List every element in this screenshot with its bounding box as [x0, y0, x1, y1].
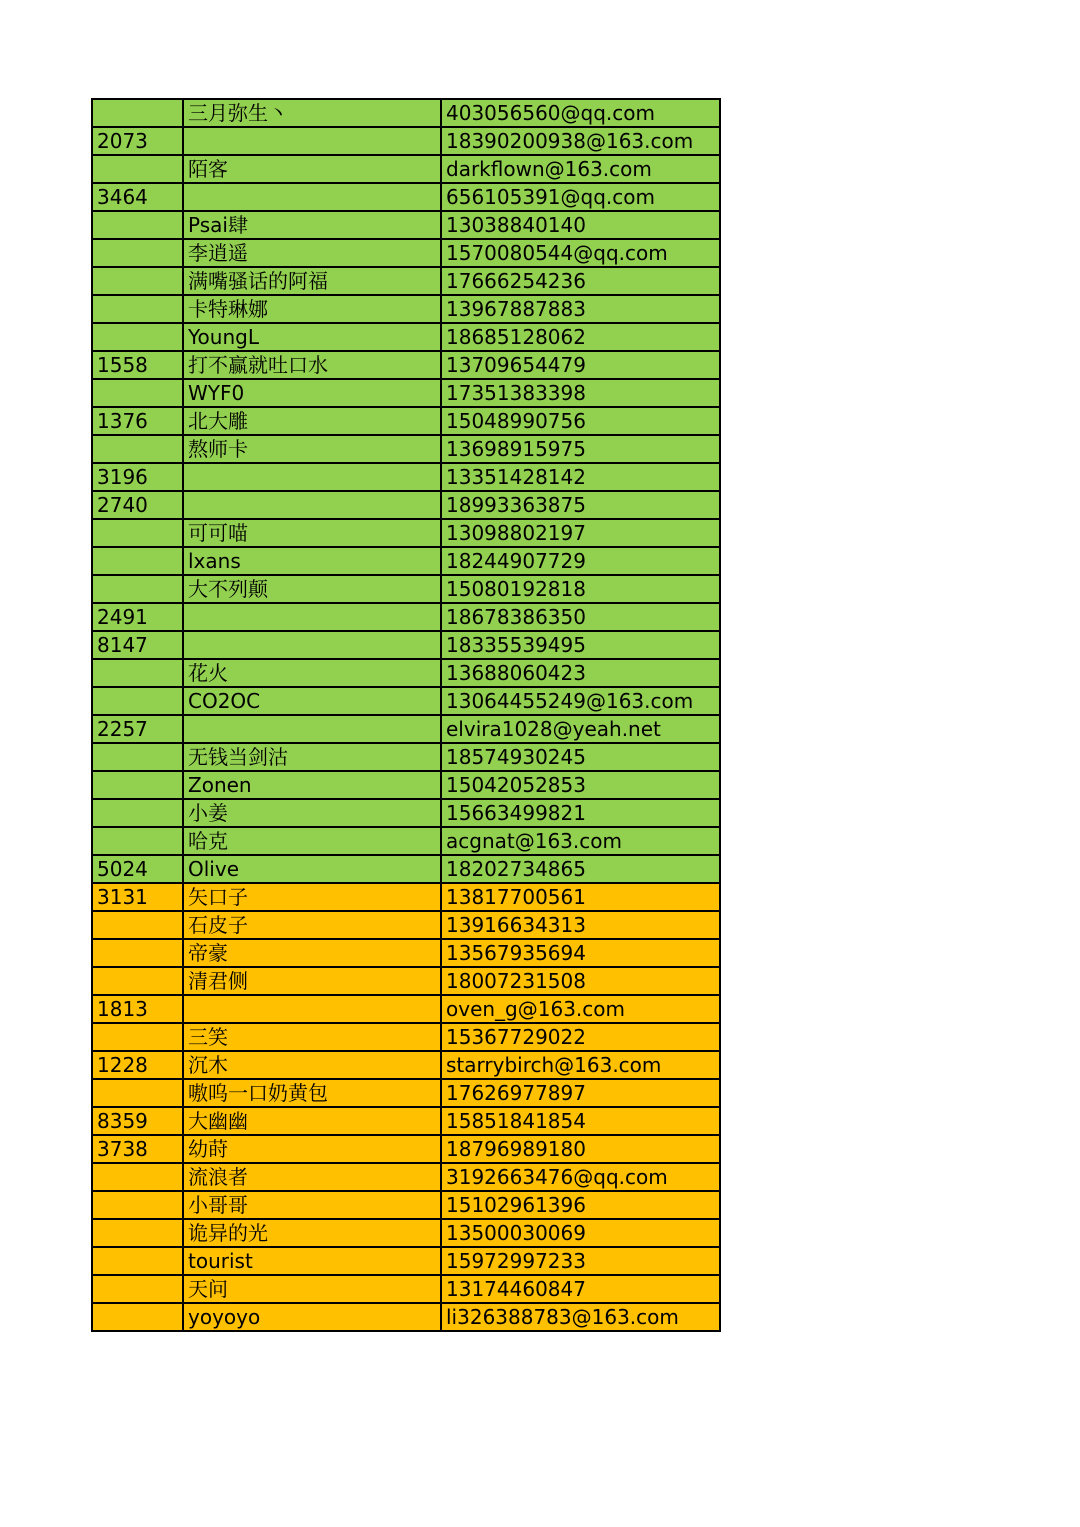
name-cell: 熬师卡 — [183, 435, 441, 463]
table-row — [92, 995, 720, 1023]
id-cell — [92, 99, 183, 127]
id-cell — [92, 743, 183, 771]
name-cell: 帝豪 — [183, 939, 441, 967]
id-cell — [92, 575, 183, 603]
name-cell — [183, 463, 441, 491]
name-cell: 三笑 — [183, 1023, 441, 1051]
contact-cell: 15851841854 — [441, 1107, 720, 1135]
table-row — [92, 603, 720, 631]
table-row — [92, 99, 720, 127]
id-cell: 8359 — [92, 1107, 183, 1135]
contact-cell: 18678386350 — [441, 603, 720, 631]
table-row — [92, 211, 720, 239]
id-cell: 3131 — [92, 883, 183, 911]
table-row — [92, 967, 720, 995]
contact-cell: 18796989180 — [441, 1135, 720, 1163]
id-cell: 3196 — [92, 463, 183, 491]
contact-cell: 18202734865 — [441, 855, 720, 883]
id-cell — [92, 1303, 183, 1331]
contact-cell: 13174460847 — [441, 1275, 720, 1303]
name-cell: 流浪者 — [183, 1163, 441, 1191]
id-cell — [92, 1163, 183, 1191]
table-row — [92, 267, 720, 295]
table-row — [92, 575, 720, 603]
table-row — [92, 1247, 720, 1275]
name-cell: 大幽幽 — [183, 1107, 441, 1135]
name-cell: 北大雕 — [183, 407, 441, 435]
contact-cell: 13567935694 — [441, 939, 720, 967]
contact-cell: 17626977897 — [441, 1079, 720, 1107]
contact-cell: li326388783@163.com — [441, 1303, 720, 1331]
id-cell — [92, 939, 183, 967]
table-row — [92, 463, 720, 491]
name-cell: CO2OC — [183, 687, 441, 715]
name-cell: 李逍遥 — [183, 239, 441, 267]
id-cell: 3738 — [92, 1135, 183, 1163]
id-cell: 2491 — [92, 603, 183, 631]
contact-table — [91, 98, 721, 1332]
table-row — [92, 1219, 720, 1247]
table-row — [92, 435, 720, 463]
table-row — [92, 659, 720, 687]
contact-cell: 13916634313 — [441, 911, 720, 939]
table-row — [92, 715, 720, 743]
name-cell: tourist — [183, 1247, 441, 1275]
table-row — [92, 1303, 720, 1331]
table-row — [92, 1023, 720, 1051]
table-row — [92, 127, 720, 155]
table-body — [92, 99, 720, 1331]
name-cell: 石皮子 — [183, 911, 441, 939]
contact-cell: 13351428142 — [441, 463, 720, 491]
id-cell — [92, 771, 183, 799]
table-row — [92, 1135, 720, 1163]
table-row — [92, 1275, 720, 1303]
id-cell — [92, 435, 183, 463]
table-row — [92, 519, 720, 547]
contact-cell: 656105391@qq.com — [441, 183, 720, 211]
table-row — [92, 379, 720, 407]
contact-cell: 13688060423 — [441, 659, 720, 687]
contact-cell: 13698915975 — [441, 435, 720, 463]
name-cell: WYF0 — [183, 379, 441, 407]
contact-cell: 15048990756 — [441, 407, 720, 435]
table-row — [92, 799, 720, 827]
id-cell — [92, 295, 183, 323]
name-cell: 诡异的光 — [183, 1219, 441, 1247]
contact-cell: 13817700561 — [441, 883, 720, 911]
id-cell: 2257 — [92, 715, 183, 743]
name-cell: Zonen — [183, 771, 441, 799]
id-cell — [92, 155, 183, 183]
contact-cell: 18574930245 — [441, 743, 720, 771]
id-cell — [92, 323, 183, 351]
name-cell: YoungL — [183, 323, 441, 351]
contact-cell: 15663499821 — [441, 799, 720, 827]
contact-cell: 13500030069 — [441, 1219, 720, 1247]
contact-cell: acgnat@163.com — [441, 827, 720, 855]
contact-cell: 13098802197 — [441, 519, 720, 547]
table-row — [92, 743, 720, 771]
name-cell — [183, 603, 441, 631]
name-cell: 可可喵 — [183, 519, 441, 547]
contact-cell: 18390200938@163.com — [441, 127, 720, 155]
name-cell: 清君侧 — [183, 967, 441, 995]
table-row — [92, 155, 720, 183]
name-cell: 哈克 — [183, 827, 441, 855]
name-cell — [183, 127, 441, 155]
name-cell: 小哥哥 — [183, 1191, 441, 1219]
name-cell: 矢口子 — [183, 883, 441, 911]
table-row — [92, 687, 720, 715]
contact-cell: 18993363875 — [441, 491, 720, 519]
table-row — [92, 491, 720, 519]
table-row — [92, 911, 720, 939]
name-cell: 花火 — [183, 659, 441, 687]
contact-cell: 15102961396 — [441, 1191, 720, 1219]
contact-cell: elvira1028@yeah.net — [441, 715, 720, 743]
name-cell — [183, 995, 441, 1023]
id-cell — [92, 827, 183, 855]
id-cell — [92, 547, 183, 575]
contact-cell: 15042052853 — [441, 771, 720, 799]
table-row — [92, 827, 720, 855]
table-row — [92, 239, 720, 267]
name-cell: 三月弥生丶 — [183, 99, 441, 127]
table-row — [92, 1191, 720, 1219]
contact-cell: starrybirch@163.com — [441, 1051, 720, 1079]
contact-cell: darkflown@163.com — [441, 155, 720, 183]
id-cell — [92, 1079, 183, 1107]
id-cell — [92, 267, 183, 295]
id-cell: 3464 — [92, 183, 183, 211]
table-row — [92, 547, 720, 575]
id-cell — [92, 1219, 183, 1247]
id-cell: 1228 — [92, 1051, 183, 1079]
id-cell — [92, 799, 183, 827]
table-row — [92, 183, 720, 211]
contact-cell: 18244907729 — [441, 547, 720, 575]
id-cell: 2740 — [92, 491, 183, 519]
id-cell: 8147 — [92, 631, 183, 659]
id-cell: 5024 — [92, 855, 183, 883]
contact-cell: 15972997233 — [441, 1247, 720, 1275]
table-row — [92, 883, 720, 911]
id-cell — [92, 1023, 183, 1051]
table-row — [92, 1107, 720, 1135]
contact-cell: 3192663476@qq.com — [441, 1163, 720, 1191]
table-row — [92, 939, 720, 967]
id-cell — [92, 519, 183, 547]
name-cell: 无钱当剑沽 — [183, 743, 441, 771]
contact-cell: 13064455249@163.com — [441, 687, 720, 715]
name-cell — [183, 631, 441, 659]
name-cell: 大不列颠 — [183, 575, 441, 603]
contact-cell: 18007231508 — [441, 967, 720, 995]
name-cell: 小姜 — [183, 799, 441, 827]
contact-cell: 18335539495 — [441, 631, 720, 659]
contact-cell: 403056560@qq.com — [441, 99, 720, 127]
name-cell: Olive — [183, 855, 441, 883]
name-cell: Psai肆 — [183, 211, 441, 239]
id-cell — [92, 659, 183, 687]
id-cell: 1558 — [92, 351, 183, 379]
name-cell: 沉木 — [183, 1051, 441, 1079]
name-cell: yoyoyo — [183, 1303, 441, 1331]
id-cell — [92, 911, 183, 939]
contact-cell: 17666254236 — [441, 267, 720, 295]
id-cell — [92, 1247, 183, 1275]
name-cell: 天问 — [183, 1275, 441, 1303]
name-cell: 陌客 — [183, 155, 441, 183]
id-cell: 1813 — [92, 995, 183, 1023]
table-row — [92, 1079, 720, 1107]
table-row — [92, 295, 720, 323]
name-cell: 满嘴骚话的阿福 — [183, 267, 441, 295]
id-cell — [92, 687, 183, 715]
contact-cell: oven_g@163.com — [441, 995, 720, 1023]
table-row — [92, 1051, 720, 1079]
contact-cell: 15367729022 — [441, 1023, 720, 1051]
name-cell: 打不赢就吐口水 — [183, 351, 441, 379]
name-cell: 幼莳 — [183, 1135, 441, 1163]
table-row — [92, 407, 720, 435]
contact-cell: 13038840140 — [441, 211, 720, 239]
contact-cell: 17351383398 — [441, 379, 720, 407]
contact-cell: 1570080544@qq.com — [441, 239, 720, 267]
id-cell — [92, 1191, 183, 1219]
table-row — [92, 351, 720, 379]
contact-cell: 13709654479 — [441, 351, 720, 379]
contact-cell: 15080192818 — [441, 575, 720, 603]
name-cell — [183, 715, 441, 743]
table-row — [92, 631, 720, 659]
id-cell — [92, 379, 183, 407]
table-row — [92, 855, 720, 883]
table-row — [92, 771, 720, 799]
name-cell: 卡特琳娜 — [183, 295, 441, 323]
id-cell: 1376 — [92, 407, 183, 435]
name-cell — [183, 491, 441, 519]
id-cell — [92, 1275, 183, 1303]
name-cell — [183, 183, 441, 211]
id-cell: 2073 — [92, 127, 183, 155]
name-cell: 嗷呜一口奶黄包 — [183, 1079, 441, 1107]
table-row — [92, 323, 720, 351]
contact-cell: 18685128062 — [441, 323, 720, 351]
id-cell — [92, 967, 183, 995]
contact-cell: 13967887883 — [441, 295, 720, 323]
table-row — [92, 1163, 720, 1191]
name-cell: lxans — [183, 547, 441, 575]
id-cell — [92, 211, 183, 239]
id-cell — [92, 239, 183, 267]
